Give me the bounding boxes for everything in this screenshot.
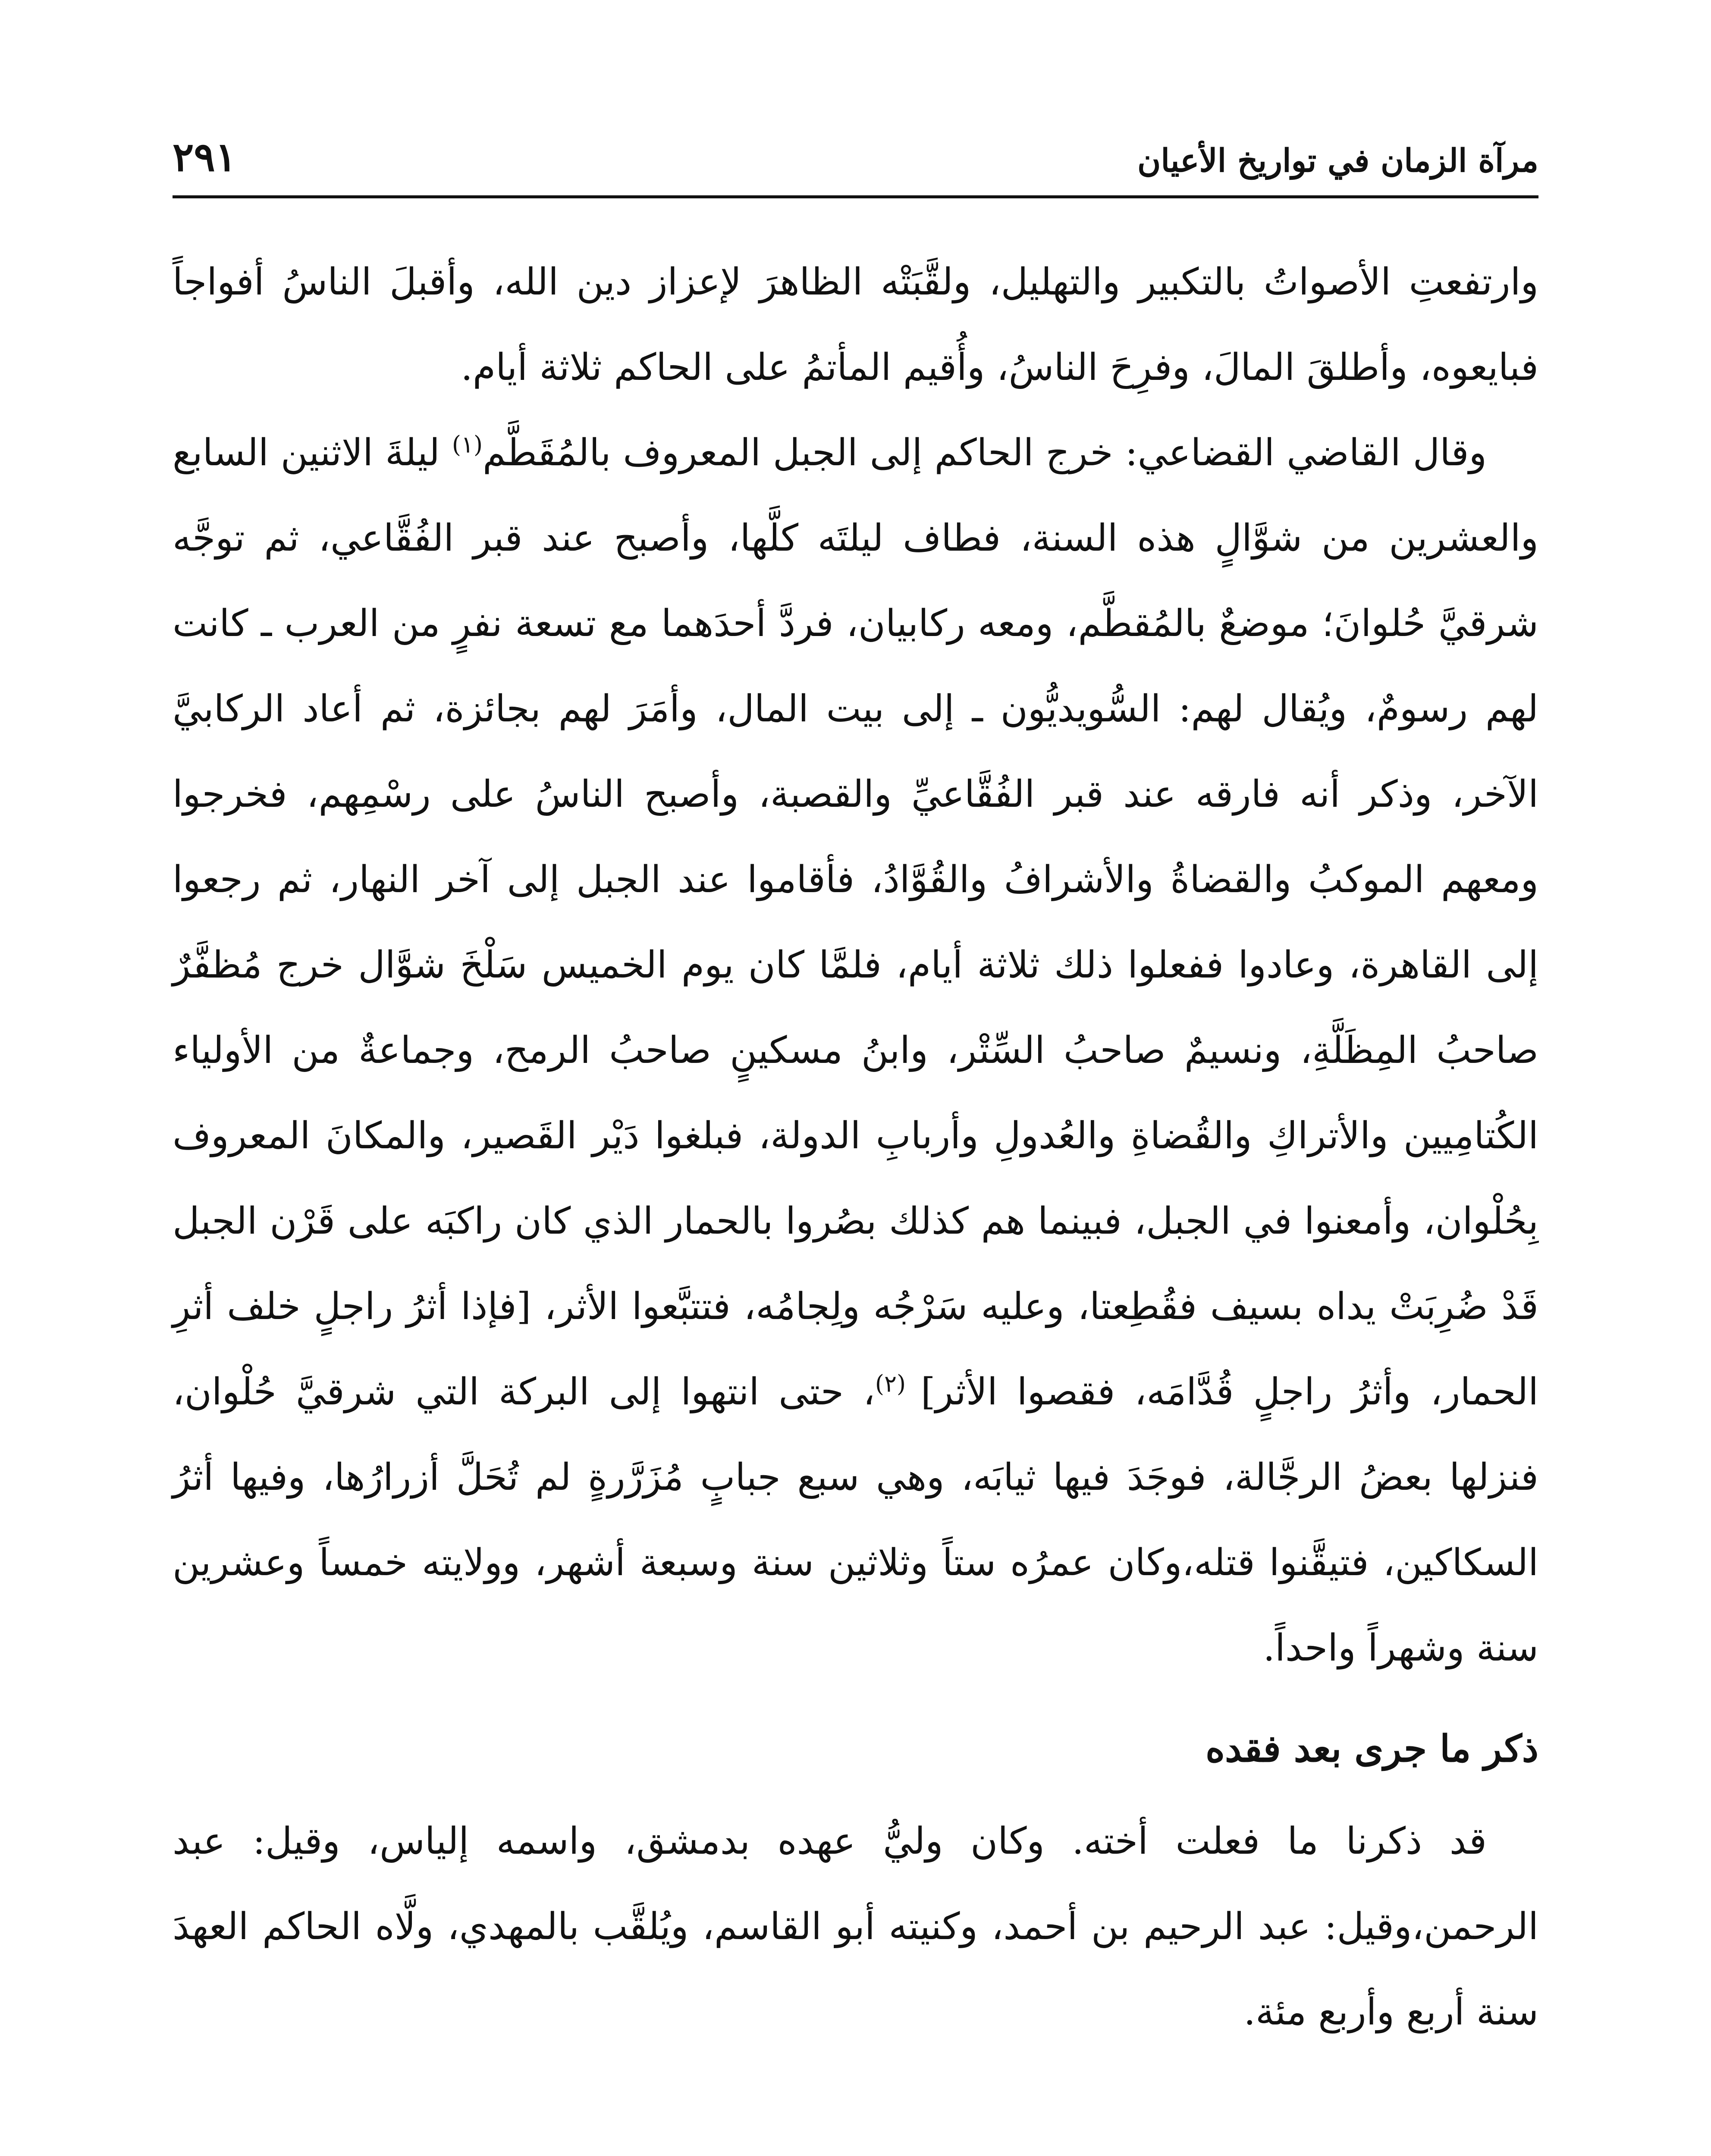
running-title: مرآة الزمان في تواريخ الأعيان xyxy=(1137,142,1538,179)
main-text xyxy=(173,239,1538,2055)
paragraph-1 xyxy=(173,239,1538,410)
paragraph-2-text-b: ليلةَ الاثنين السابع والعشرين من شوَّالٍ هذه السنة، فطاف ليلتَه كلَّها، وأصبح عند قبر الفُقَّاعي، ثم توجَّه شرقيَّ حُلوانَ؛ موضعٌ بالمُقطَّم، ومعه ركابيان، فردَّ أحدَهما مع تسعة نفرٍ من العرب ـ كانت لهم رسومٌ، ويُقال لهم: السُّويديُّون ـ إلى بيت المال، وأمَرَ لهم بجائزة، ثم أعاد الركابيَّ الآخر، وذكر أنه فارقه عند قبر الفُقَّاعيِّ والقصبة، وأصبح الناسُ على رسْمِهم، فخرجوا ومعهم الموكبُ والقضاةُ والأشرافُ والقُوَّادُ، فأقاموا عند الجبل إلى آخر النهار، ثم رجعوا إلى القاهرة، وعادوا ففعلوا ذلك ثلاثة أيام، فلمَّا كان يوم الخميس سَلْخَ شوَّال خرج مُظفَّرٌ صاحبُ المِظَلَّةِ، ونسيمٌ صاحبُ السِّتْر، وابنُ مسكينٍ صاحبُ الرمح، وجماعةٌ من الأولياء الكُتامِيين والأتراكِ والقُضاةِ والعُدولِ وأربابِ الدولة، فبلغوا دَيْر القَصير، والمكانَ المعروف بِحُلْوان، وأمعنوا في الجبل، فبينما هم كذلك بصُروا بالحمار الذي كان راكبَه على قَرْن الجبل قَدْ ضُرِبَتْ يداه بسيف فقُطِعتا، وعليه سَرْجُه ولِجامُه، فتتبَّعوا الأثر، [فإذا أثرُ راجلٍ خلف أثرِ الحمار، وأثرُ راجلٍ قُدَّامَه، فقصوا الأثر] xyxy=(173,431,1539,1413)
header-rule xyxy=(173,195,1538,198)
paragraph-3-text: قد ذكرنا ما فعلت أخته. وكان وليُّ عهده بدمشق، واسمه إلياس، وقيل: عبد الرحمن،وقيل: عبد الرحيم بن أحمد، وكنيته أبو القاسم، ويُلقَّب بالمهدي، ولَّاه الحاكم العهدَ سنة أربع وأربع مئة. xyxy=(173,1820,1538,2034)
paragraph-2-text-c: ، حتى انتهوا إلى البركة التي شرقيَّ حُلْوان، فنزلها بعضُ الرجَّالة، فوجَدَ فيها ثيابَه، وهي سبع جبابٍ مُزَرَّرةٍ لم تُحَلَّ أزرارُها، وفيها أثرُ السكاكين، فتيقَّنوا قتله،وكان عمرُه ستاً وثلاثين سنة وسبعة أشهر، وولايته خمساً وعشرين سنة وشهراً واحداً. xyxy=(173,1370,1538,1670)
footnote-ref-1: (١) xyxy=(452,431,483,458)
paragraph-1-text: وارتفعتِ الأصواتُ بالتكبير والتهليل، ولقَّبَتْه الظاهرَ لإعزاز دين الله، وأقبلَ الناسُ أفواجاً فبايعوه، وأطلقَ المالَ، وفرِحَ الناسُ، وأُقيم المأتمُ على الحاكم ثلاثة أيام. xyxy=(173,260,1538,389)
paragraph-2 xyxy=(173,410,1538,1691)
paragraph-3 xyxy=(173,1799,1538,2055)
paragraph-2-text-a: وقال القاضي القضاعي: خرج الحاكم إلى الجبل المعروف بالمُقَطَّم xyxy=(483,431,1487,474)
page-header xyxy=(173,129,1538,198)
page-number: ٢٩١ xyxy=(173,134,237,180)
section-heading: ذكر ما جرى بعد فقده xyxy=(1205,1727,1538,1771)
footnote-ref-2: (٢) xyxy=(875,1370,921,1398)
